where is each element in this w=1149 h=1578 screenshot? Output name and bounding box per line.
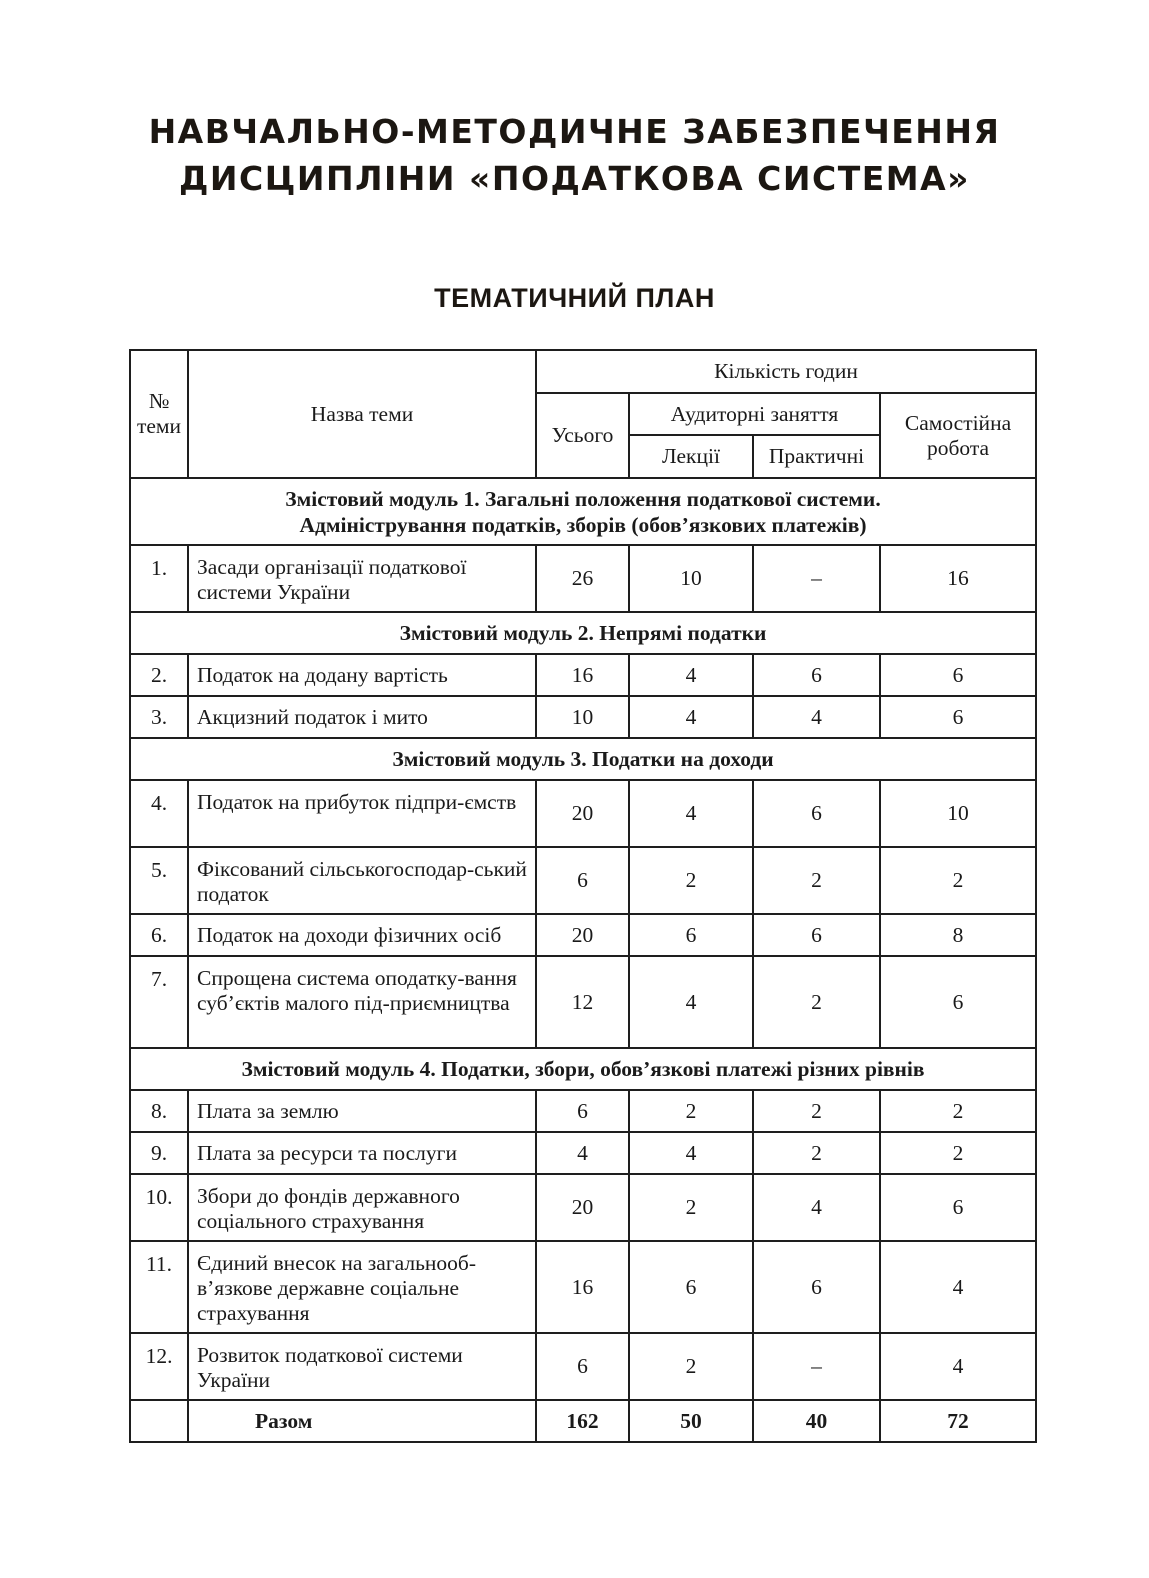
header-topic-name: Назва теми xyxy=(188,350,536,478)
module-row xyxy=(130,1048,1036,1090)
hours-self-study: 4 xyxy=(880,1333,1036,1400)
hours-self-study: 6 xyxy=(880,956,1036,1048)
topic-name: Податок на додану вартість xyxy=(188,654,536,696)
hours-self-study: 8 xyxy=(880,914,1036,956)
hours-practical: 2 xyxy=(753,1132,880,1174)
section-title: ТЕМАТИЧНИЙ ПЛАН xyxy=(434,283,715,313)
module-row xyxy=(130,738,1036,780)
hours-self-study: 2 xyxy=(880,1132,1036,1174)
header-hours: Кількість годин xyxy=(536,350,1036,393)
hours-self-study: 2 xyxy=(880,847,1036,914)
hours-self-study: 6 xyxy=(880,654,1036,696)
hours-practical: 6 xyxy=(753,654,880,696)
hours-total: 6 xyxy=(536,847,629,914)
table-row xyxy=(130,545,1036,612)
topic-number: 11. xyxy=(130,1241,188,1333)
topic-name: Єдиний внесок на загальнооб-в’язкове державне соціальне страхування xyxy=(188,1241,536,1333)
hours-total: 20 xyxy=(536,1174,629,1241)
header-auditory: Аудиторні заняття xyxy=(629,393,880,435)
topic-number: 8. xyxy=(130,1090,188,1132)
hours-practical: 6 xyxy=(753,1241,880,1333)
table-row xyxy=(130,1090,1036,1132)
module-row xyxy=(130,478,1036,545)
header-lectures: Лекції xyxy=(629,435,753,478)
totals-practical: 40 xyxy=(753,1400,880,1442)
table-row xyxy=(130,956,1036,1048)
totals-number-cell xyxy=(130,1400,188,1442)
header-practical: Практичні xyxy=(753,435,880,478)
hours-lectures: 4 xyxy=(629,956,753,1048)
hours-lectures: 6 xyxy=(629,1241,753,1333)
table-row xyxy=(130,1333,1036,1400)
hours-self-study: 6 xyxy=(880,1174,1036,1241)
table-row xyxy=(130,654,1036,696)
table-header xyxy=(130,350,1036,478)
hours-practical: 2 xyxy=(753,956,880,1048)
totals-label: Разом xyxy=(188,1400,536,1442)
topic-number: 5. xyxy=(130,847,188,914)
header-total: Усього xyxy=(536,393,629,478)
table-row xyxy=(130,1174,1036,1241)
topic-number: 10. xyxy=(130,1174,188,1241)
table-row xyxy=(130,914,1036,956)
hours-self-study: 4 xyxy=(880,1241,1036,1333)
topic-name: Плата за землю xyxy=(188,1090,536,1132)
hours-lectures: 6 xyxy=(629,914,753,956)
topic-number: 6. xyxy=(130,914,188,956)
topic-name: Збори до фондів державного соціального страхування xyxy=(188,1174,536,1241)
hours-self-study: 16 xyxy=(880,545,1036,612)
hours-lectures: 10 xyxy=(629,545,753,612)
hours-total: 10 xyxy=(536,696,629,738)
hours-total: 20 xyxy=(536,914,629,956)
hours-practical: 4 xyxy=(753,696,880,738)
hours-lectures: 4 xyxy=(629,780,753,847)
hours-total: 6 xyxy=(536,1090,629,1132)
topic-number: 4. xyxy=(130,780,188,847)
hours-total: 6 xyxy=(536,1333,629,1400)
module-row xyxy=(130,612,1036,654)
table-row xyxy=(130,1241,1036,1333)
hours-practical: 6 xyxy=(753,914,880,956)
page-title-line-1: НАВЧАЛЬНО-МЕТОДИЧНЕ ЗАБЕЗПЕЧЕННЯ xyxy=(148,112,1001,151)
topic-name: Засади організації податкової системи України xyxy=(188,545,536,612)
topic-name: Плата за ресурси та послуги xyxy=(188,1132,536,1174)
hours-practical: 6 xyxy=(753,780,880,847)
hours-self-study: 10 xyxy=(880,780,1036,847)
table-body xyxy=(130,478,1036,1400)
hours-total: 16 xyxy=(536,1241,629,1333)
hours-practical: 4 xyxy=(753,1174,880,1241)
table-row xyxy=(130,1132,1036,1174)
topic-name: Податок на доходи фізичних осіб xyxy=(188,914,536,956)
topic-number: 7. xyxy=(130,956,188,1048)
header-self-study: Самостійна робота xyxy=(880,393,1036,478)
hours-self-study: 6 xyxy=(880,696,1036,738)
topic-number: 12. xyxy=(130,1333,188,1400)
page-title-line-2: ДИСЦИПЛІНИ «ПОДАТКОВА СИСТЕМА» xyxy=(179,159,970,198)
table-row xyxy=(130,696,1036,738)
totals-lectures: 50 xyxy=(629,1400,753,1442)
hours-lectures: 2 xyxy=(629,847,753,914)
hours-total: 16 xyxy=(536,654,629,696)
topic-name: Розвиток податкової системи України xyxy=(188,1333,536,1400)
totals-total: 162 xyxy=(536,1400,629,1442)
hours-practical: – xyxy=(753,1333,880,1400)
topic-number: 3. xyxy=(130,696,188,738)
module-title: Змістовий модуль 2. Непрямі податки xyxy=(130,612,1036,654)
totals-self-study: 72 xyxy=(880,1400,1036,1442)
hours-practical: 2 xyxy=(753,847,880,914)
totals-row xyxy=(130,1400,1036,1442)
hours-total: 4 xyxy=(536,1132,629,1174)
topic-name: Фіксований сільськогосподар-ський податок xyxy=(188,847,536,914)
topic-number: 2. xyxy=(130,654,188,696)
module-title: Змістовий модуль 4. Податки, збори, обов’язкові платежі різних рівнів xyxy=(130,1048,1036,1090)
hours-lectures: 2 xyxy=(629,1090,753,1132)
topic-name: Податок на прибуток підпри-ємств xyxy=(188,780,536,847)
topic-number: 9. xyxy=(130,1132,188,1174)
hours-self-study: 2 xyxy=(880,1090,1036,1132)
hours-lectures: 2 xyxy=(629,1174,753,1241)
page-title xyxy=(0,108,1149,202)
topic-name: Спрощена система оподатку-вання суб’єктів малого під-приємництва xyxy=(188,956,536,1048)
topic-number: 1. xyxy=(130,545,188,612)
hours-lectures: 2 xyxy=(629,1333,753,1400)
module-title: Змістовий модуль 1. Загальні положення податкової системи. Адміністрування податків, зборів (обов’язкових платежів) xyxy=(130,478,1036,545)
hours-lectures: 4 xyxy=(629,696,753,738)
header-topic-number: № теми xyxy=(130,350,188,478)
hours-total: 12 xyxy=(536,956,629,1048)
hours-lectures: 4 xyxy=(629,654,753,696)
module-title: Змістовий модуль 3. Податки на доходи xyxy=(130,738,1036,780)
hours-practical: – xyxy=(753,545,880,612)
hours-total: 26 xyxy=(536,545,629,612)
thematic-plan-table xyxy=(129,349,1037,1443)
hours-practical: 2 xyxy=(753,1090,880,1132)
hours-total: 20 xyxy=(536,780,629,847)
topic-name: Акцизний податок і мито xyxy=(188,696,536,738)
hours-lectures: 4 xyxy=(629,1132,753,1174)
table-row xyxy=(130,780,1036,847)
table-row xyxy=(130,847,1036,914)
